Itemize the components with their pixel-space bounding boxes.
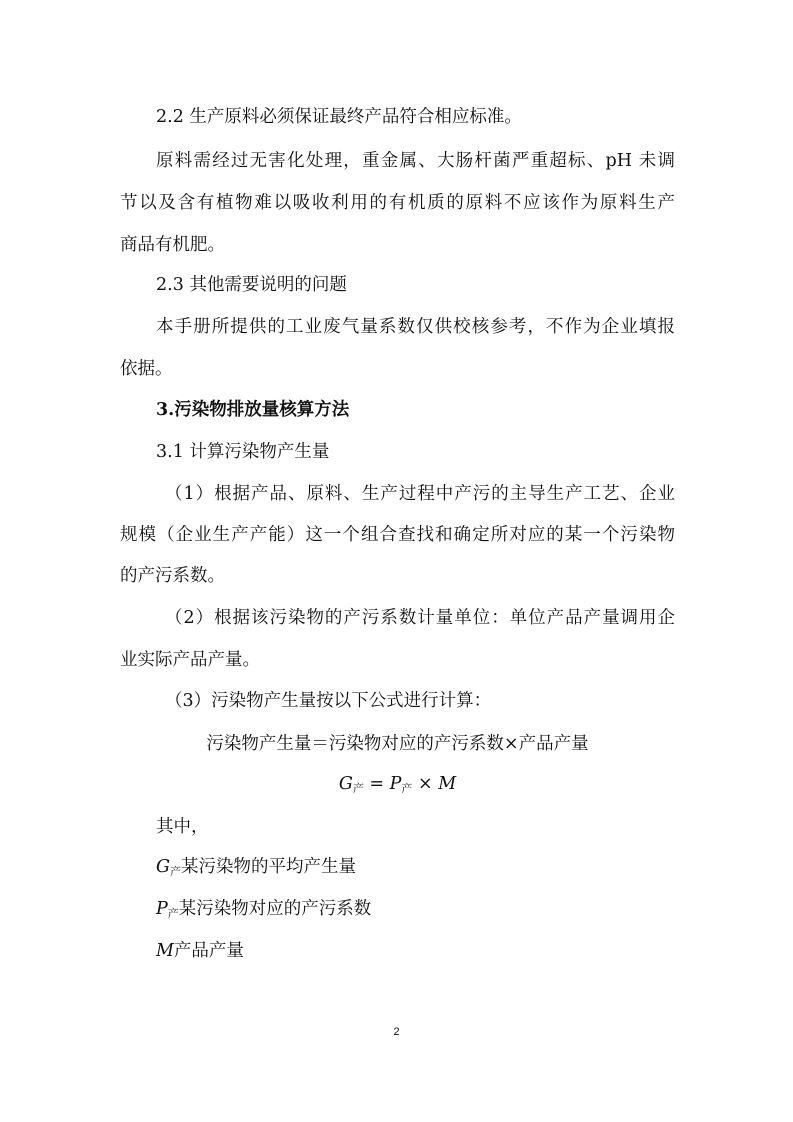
formula-g-subscript: 产	[352, 782, 364, 795]
section-2-2-paragraph-line: 商品有机肥。	[120, 235, 225, 255]
formula-p-subscript: 产	[401, 782, 413, 795]
formula-equals: =	[363, 774, 390, 794]
section-2-3-paragraph-line: 本手册所提供的工业废气量系数仅供校核参考，不作为企业填报	[156, 317, 675, 337]
formula-g-symbol: G	[338, 774, 353, 794]
item-1-line: （1）根据产品、原料、生产过程中产污的主导生产工艺、企业	[165, 484, 675, 504]
formula-p-symbol: P	[389, 774, 402, 794]
def-p-subscript: 产	[167, 907, 179, 920]
section-2-2-heading: 2.2 生产原料必须保证最终产品符合相应标准。	[156, 107, 522, 127]
formula-math	[120, 771, 675, 802]
formula-text: 污染物产生量＝污染物对应的产污系数×产品产量	[206, 734, 589, 754]
formula-times: ×	[412, 774, 439, 794]
section-2-2-paragraph-line: 原料需经过无害化处理，重金属、大肠杆菌严重超标、pH 未调	[156, 151, 675, 171]
def-p-symbol: P	[156, 899, 168, 919]
section-3-1-heading: 3.1 计算污染物产生量	[156, 442, 330, 462]
section-3-heading: 3.污染物排放量核算方法	[156, 400, 350, 420]
definition-p	[156, 896, 675, 927]
def-g-symbol: G	[156, 857, 170, 877]
item-3-line: （3）污染物产生量按以下公式进行计算：	[165, 691, 492, 711]
section-2-3-paragraph-line: 依据。	[120, 359, 173, 379]
definition-g	[156, 854, 675, 885]
item-1-line: 的产污系数。	[120, 566, 225, 586]
item-2-line: 业实际产品产量。	[120, 650, 260, 670]
definition-m	[156, 938, 675, 964]
where-label: 其中，	[156, 817, 209, 837]
item-2-line: （2）根据该污染物的产污系数计量单位：单位产品产量调用企	[165, 608, 675, 628]
def-p-text: 某污染物对应的产污系数	[178, 899, 372, 919]
def-m-symbol: M	[156, 941, 174, 961]
def-g-text: 某污染物的平均产生量	[180, 857, 356, 877]
page-number: 2	[393, 1026, 400, 1038]
section-2-2-paragraph-line: 节以及含有植物难以吸收利用的有机质的原料不应该作为原料生产	[120, 193, 675, 213]
def-m-text: 产品产量	[173, 941, 244, 961]
item-1-line: 规模（企业生产产能）这一个组合查找和确定所对应的某一个污染物	[120, 525, 675, 545]
section-2-3-heading: 2.3 其他需要说明的问题	[156, 275, 347, 295]
def-g-subscript: 产	[169, 865, 181, 878]
formula-m-symbol: M	[438, 774, 457, 794]
